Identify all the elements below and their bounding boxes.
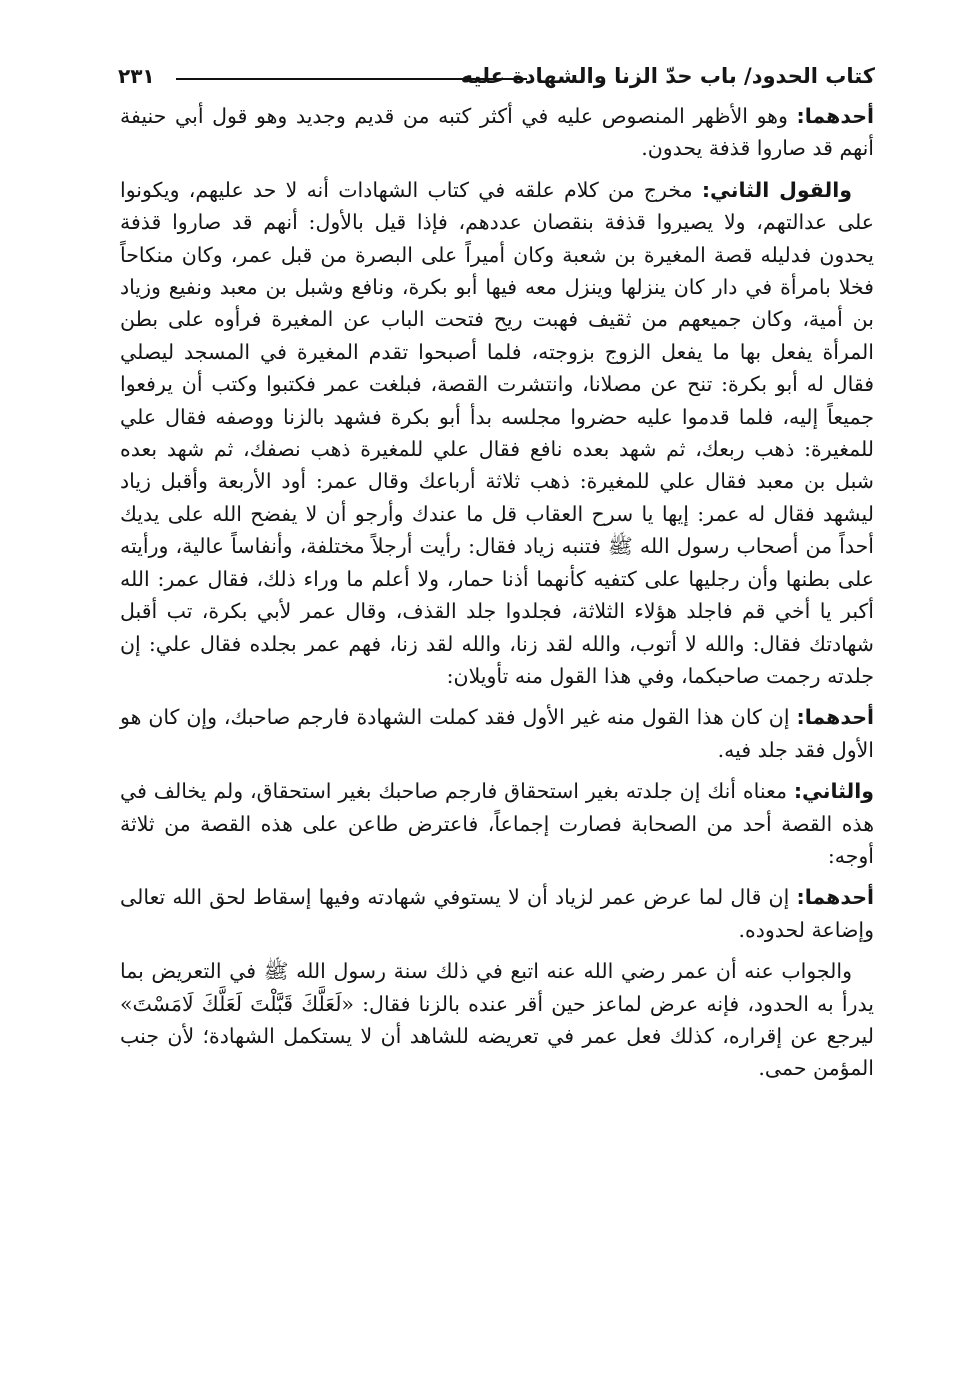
- paragraph: [120, 100, 874, 165]
- running-header: [118, 58, 875, 98]
- paragraph-text: والجواب عنه أن عمر رضي الله عنه اتبع في ذلك سنة رسول الله ﷺ في التعريض بما يدرأ به الحدود، فإنه عرض لماعز حين أقر عنده بالزنا فقال: «لَعَلَّكَ قَبَّلْتَ لَعَلَّكَ لَامَسْتَ» ليرجع عن إقراره، كذلك فعل عمر في تعريضه للشاهد أن لا يستكمل الشهادة؛ لأن جنب المؤمن حمى.: [120, 959, 874, 1081]
- paragraph: [120, 174, 874, 693]
- body-text: [120, 100, 874, 1094]
- paragraph: [120, 701, 874, 766]
- paragraph-lead: أحدهما:: [796, 885, 874, 910]
- paragraph-text: إن قال لما عرض عمر لزياد أن لا يستوفي شهادته وفيها إسقاط لحق الله تعالى وإضاعة لحدوده.: [120, 885, 874, 942]
- paragraph: [120, 881, 874, 946]
- paragraph-text: مخرج من كلام علقه في كتاب الشهادات أنه لا حد عليهم، ويكونوا على عدالتهم، ولا يصيروا قذفة بنقصان عددهم، فإذا قيل بالأول: أنهم قد صاروا قذفة يحدون فدليله قصة المغيرة بن شعبة وكان أميراً على البصرة من قبل عمر، وكان منكاحاً فخلا بامرأة في دار كان ينزلها وينزل معه فيها أبو بكرة، ونافع وشبل بن معبد ونفيع وزياد بن أمية، وكان جميعهم من ثقيف فهبت ريح فتحت الباب عن المغيرة فرأوه على بطن المرأة يفعل بها ما يفعل الزوج بزوجته، فلما أصبحوا تقدم المغيرة في المسجد ليصلي فقال له أبو بكرة: تنح عن مصلانا، وانتشرت القصة، فبلغت عمر فكتبوا وكتب أن يرفعوا جميعاً إليه، فلما قدموا عليه حضروا مجلسه بدأ أبو بكرة فشهد بالزنا ووصفه فقال علي للمغيرة: ذهب ربعك، ثم شهد بعده نافع فقال علي للمغيرة ذهب نصفك، ثم شهد بعده شبل بن معبد فقال علي للمغيرة: ذهب ثلاثة أرباعك وقال عمر: أود الأربعة وأقبل زياد ليشهد فقال له عمر: إيها يا سرح العقاب قل ما عندك وأرجو أن لا يفضح الله على يديك أحداً من أصحاب رسول الله ﷺ فتنبه زياد فقال: رأيت أرجلاً مختلفة، وأنفاساً عالية، ورأيته على بطنها وأن رجليها على كتفيه كأنهما أذنا حمار، ولا أعلم ما وراء ذلك، فقال عمر: الله أكبر يا أخي قم فاجلد هؤلاء الثلاثة، فجلدوا جلد القذف، وقال عمر لأبي بكرة، تب أقبل شهادتك فقال: والله لا أتوب، والله لقد زنا، والله لقد زنا، فهم عمر بجلده فقال علي: إن جلدته رجمت صاحبكما، وفي هذا القول منه تأويلان:: [120, 177, 874, 688]
- header-rule: [176, 78, 527, 80]
- paragraph-lead: أحدهما:: [796, 104, 874, 128]
- paragraph: [120, 955, 874, 1085]
- paragraph-lead: والثاني:: [793, 779, 874, 804]
- paragraph: [120, 775, 874, 872]
- paragraph-text: وهو الأظهر المنصوص عليه في أكثر كتبه من قديم وجديد وهو قول أبي حنيفة أنهم قد صاروا قذفة يحدون.: [120, 104, 874, 161]
- chapter-title: كتاب الحدود/ باب حدّ الزنا والشهادة عليه: [460, 64, 875, 88]
- paragraph-lead: والقول الثاني:: [701, 177, 852, 202]
- paragraph-text: معناه أنك إن جلدته بغير استحقاق فارجم صاحبك بغير استحقاق، ولم يخالف في هذه القصة أحد من الصحابة فصارت إجماعاً، فاعترض طاعن على هذه القصة من ثلاثة أوجه:: [120, 779, 874, 868]
- paragraph-lead: أحدهما:: [796, 705, 874, 730]
- paragraph-text: إن كان هذا القول منه غير الأول فقد كملت الشهادة فارجم صاحبك، وإن كان هو الأول فقد جلد فيه.: [120, 705, 874, 762]
- page-number: ٢٣١: [118, 64, 155, 88]
